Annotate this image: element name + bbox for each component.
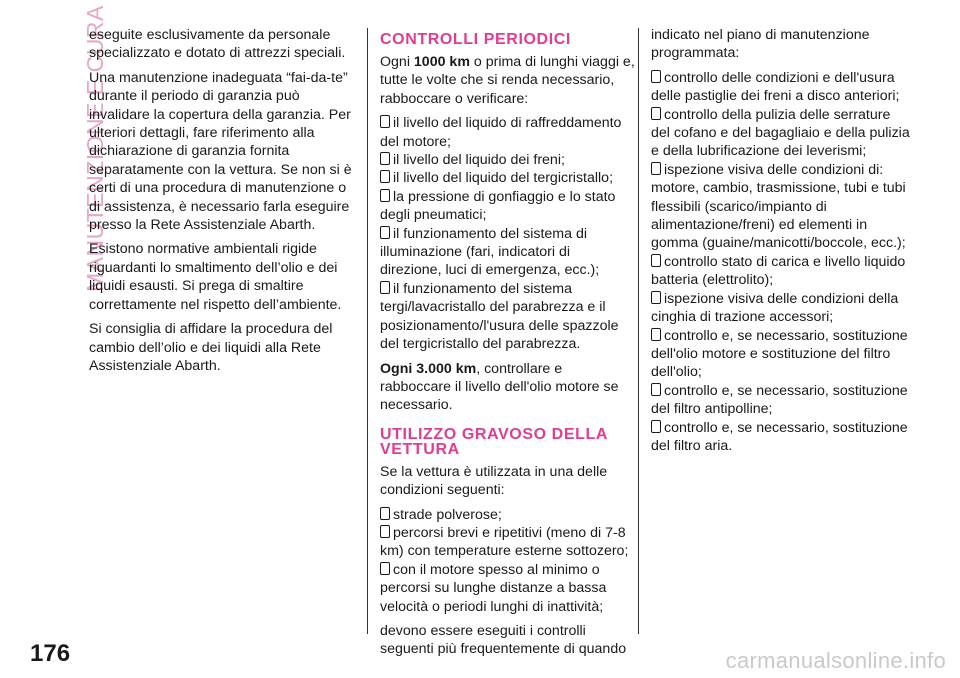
watermark: carmanualsonline.info — [725, 648, 946, 673]
list-item — [651, 106, 913, 161]
list-item — [380, 280, 635, 354]
bold-text: 1000 km — [413, 54, 470, 70]
checkbox-bullet-icon — [380, 115, 390, 128]
list-item-text: controllo e, se necessario, sostituzione del filtro aria. — [651, 419, 908, 454]
column-divider — [638, 28, 639, 634]
checkbox-bullet-icon — [380, 281, 390, 294]
list-item-text: il funzionamento del sistema di illuminazione (fari, indicatori di direzione, luci di emergenza, ecc.); — [380, 225, 600, 279]
paragraph — [380, 53, 635, 108]
list-item-text: controllo e, se necessario, sostituzione del filtro antipolline; — [651, 382, 908, 418]
paragraph: Se la vettura è utilizzata in una delle condizioni seguenti: — [380, 463, 608, 499]
paragraph: Si consiglia di affidare la procedura del cambio dell’olio e dei liquidi alla Rete Assistenziale Abarth. — [89, 321, 333, 374]
list-item — [380, 151, 635, 169]
list-item — [380, 114, 635, 151]
checkbox-bullet-icon — [651, 420, 661, 433]
list-item — [651, 290, 913, 327]
paragraph: Una manutenzione inadeguata “fai-da-te” durante il periodo di garanzia può invalidare la copertura della garanzia. Per ulteriori dettagli, fare riferimento alla dichiarazione di garanzia fornita separatamente con la vettura. Se non si è certi di una procedura di manutenzione o di assistenza, è necessario farla eseguire presso la Rete Assistenziale Abarth. — [89, 69, 352, 234]
checkbox-bullet-icon — [651, 291, 661, 304]
checkbox-bullet-icon — [651, 70, 661, 83]
checkbox-bullet-icon — [380, 507, 390, 520]
list-item — [380, 225, 635, 280]
list-item-text: con il motore spesso al minimo o percorsi su lunghe distanze a bassa velocità o periodi lunghi di inattività; — [380, 561, 607, 615]
column-right — [651, 26, 913, 455]
heading-utilizzo-gravoso: UTILIZZO GRAVOSO DELLA VETTURA — [380, 425, 608, 458]
list-item — [380, 561, 635, 616]
list-item — [380, 169, 635, 187]
list-item — [651, 69, 913, 106]
list-item-text: controllo delle condizioni e dell'usura delle pastiglie dei freni a disco anteriori; — [651, 69, 900, 105]
list-item-text: il livello del liquido di raffreddamento del motore; — [380, 115, 622, 150]
list-item-text: controllo e, se necessario, sostituzione dell'olio motore e sostituzione del filtro dell'olio; — [651, 327, 908, 381]
list-item-text: controllo della pulizia delle serrature del cofano e del bagagliaio e della pulizia e della lubrificazione dei leverismi; — [651, 106, 910, 160]
list-item — [651, 419, 913, 456]
list-item — [651, 161, 913, 253]
list-item — [380, 506, 635, 524]
list-item-text: la pressione di gonfiaggio e lo stato degli pneumatici; — [380, 188, 616, 224]
heading-controlli-periodici: CONTROLLI PERIODICI — [380, 31, 571, 48]
paragraph: eseguite esclusivamente da personale specializzato e dotato di attrezzi speciali. — [89, 27, 346, 62]
list-item-text: il funzionamento del sistema tergi/lavacristallo del parabrezza e il posizionamento/l'usura delle spazzole del tergicristallo del parabrezza. — [380, 280, 619, 353]
checkbox-bullet-icon — [651, 383, 661, 396]
column-left — [89, 26, 353, 381]
column-middle — [380, 26, 635, 665]
checkbox-bullet-icon — [651, 162, 661, 175]
section-title-text: MANUTENZIONE E CURA — [82, 5, 108, 292]
list-item-text: ispezione visiva delle condizioni di: motore, cambio, trasmissione, tubi e tubi flessibili (scarico/impianto di alimentazione/freni) ed elementi in gomma (guaine/manicotti/boccole, ecc.); — [651, 161, 906, 252]
checkbox-bullet-icon — [380, 562, 390, 575]
list-item — [380, 524, 635, 561]
paragraph: devono essere eseguiti i controlli seguenti più frequentemente di quando — [380, 622, 627, 658]
checkbox-bullet-icon — [380, 189, 390, 202]
check-list — [380, 114, 635, 353]
list-item — [651, 327, 913, 382]
column-divider — [367, 28, 368, 634]
text: , controllare e rabboccare il livello dell'olio motore se necessario. — [380, 360, 619, 414]
checkbox-bullet-icon — [380, 170, 390, 183]
check-list — [651, 69, 913, 456]
checkbox-bullet-icon — [380, 226, 390, 239]
paragraph: indicato nel piano di manutenzione programmata: — [651, 27, 870, 62]
list-item-text: il livello del liquido dei freni; — [393, 152, 565, 169]
checkbox-bullet-icon — [380, 525, 390, 538]
checkbox-bullet-icon — [651, 107, 661, 120]
paragraph — [380, 360, 635, 415]
list-item-text: ispezione visiva delle condizioni della cinghia di trazione accessori; — [651, 290, 899, 326]
paragraph: Esistono normative ambientali rigide riguardanti lo smaltimento dell’olio e dei liquidi esausti. Si prega di smaltire correttamente nel rispetto dell’ambiente. — [89, 241, 342, 313]
text: Ogni — [380, 54, 414, 70]
list-item-text: strade polverose; — [393, 506, 502, 523]
list-item — [651, 382, 913, 419]
checkbox-bullet-icon — [651, 254, 661, 267]
text: o prima di lunghi viaggi e, tutte le volte che si renda necessario, rabboccare o verificare: — [380, 54, 635, 107]
checkbox-bullet-icon — [380, 152, 390, 165]
list-item-text: percorsi brevi e ripetitivi (meno di 7-8 km) con temperature esterne sottozero; — [380, 524, 629, 560]
list-item — [651, 253, 913, 290]
page-number: 176 — [30, 640, 71, 667]
checkbox-bullet-icon — [651, 328, 661, 341]
section-title — [56, 5, 108, 300]
list-item-text: controllo stato di carica e livello liquido batteria (elettrolito); — [651, 253, 906, 289]
list-item-text: il livello del liquido del tergicristallo; — [393, 170, 614, 187]
check-list — [380, 506, 635, 616]
list-item — [380, 188, 635, 225]
bold-text: Ogni 3.000 km — [380, 360, 477, 377]
